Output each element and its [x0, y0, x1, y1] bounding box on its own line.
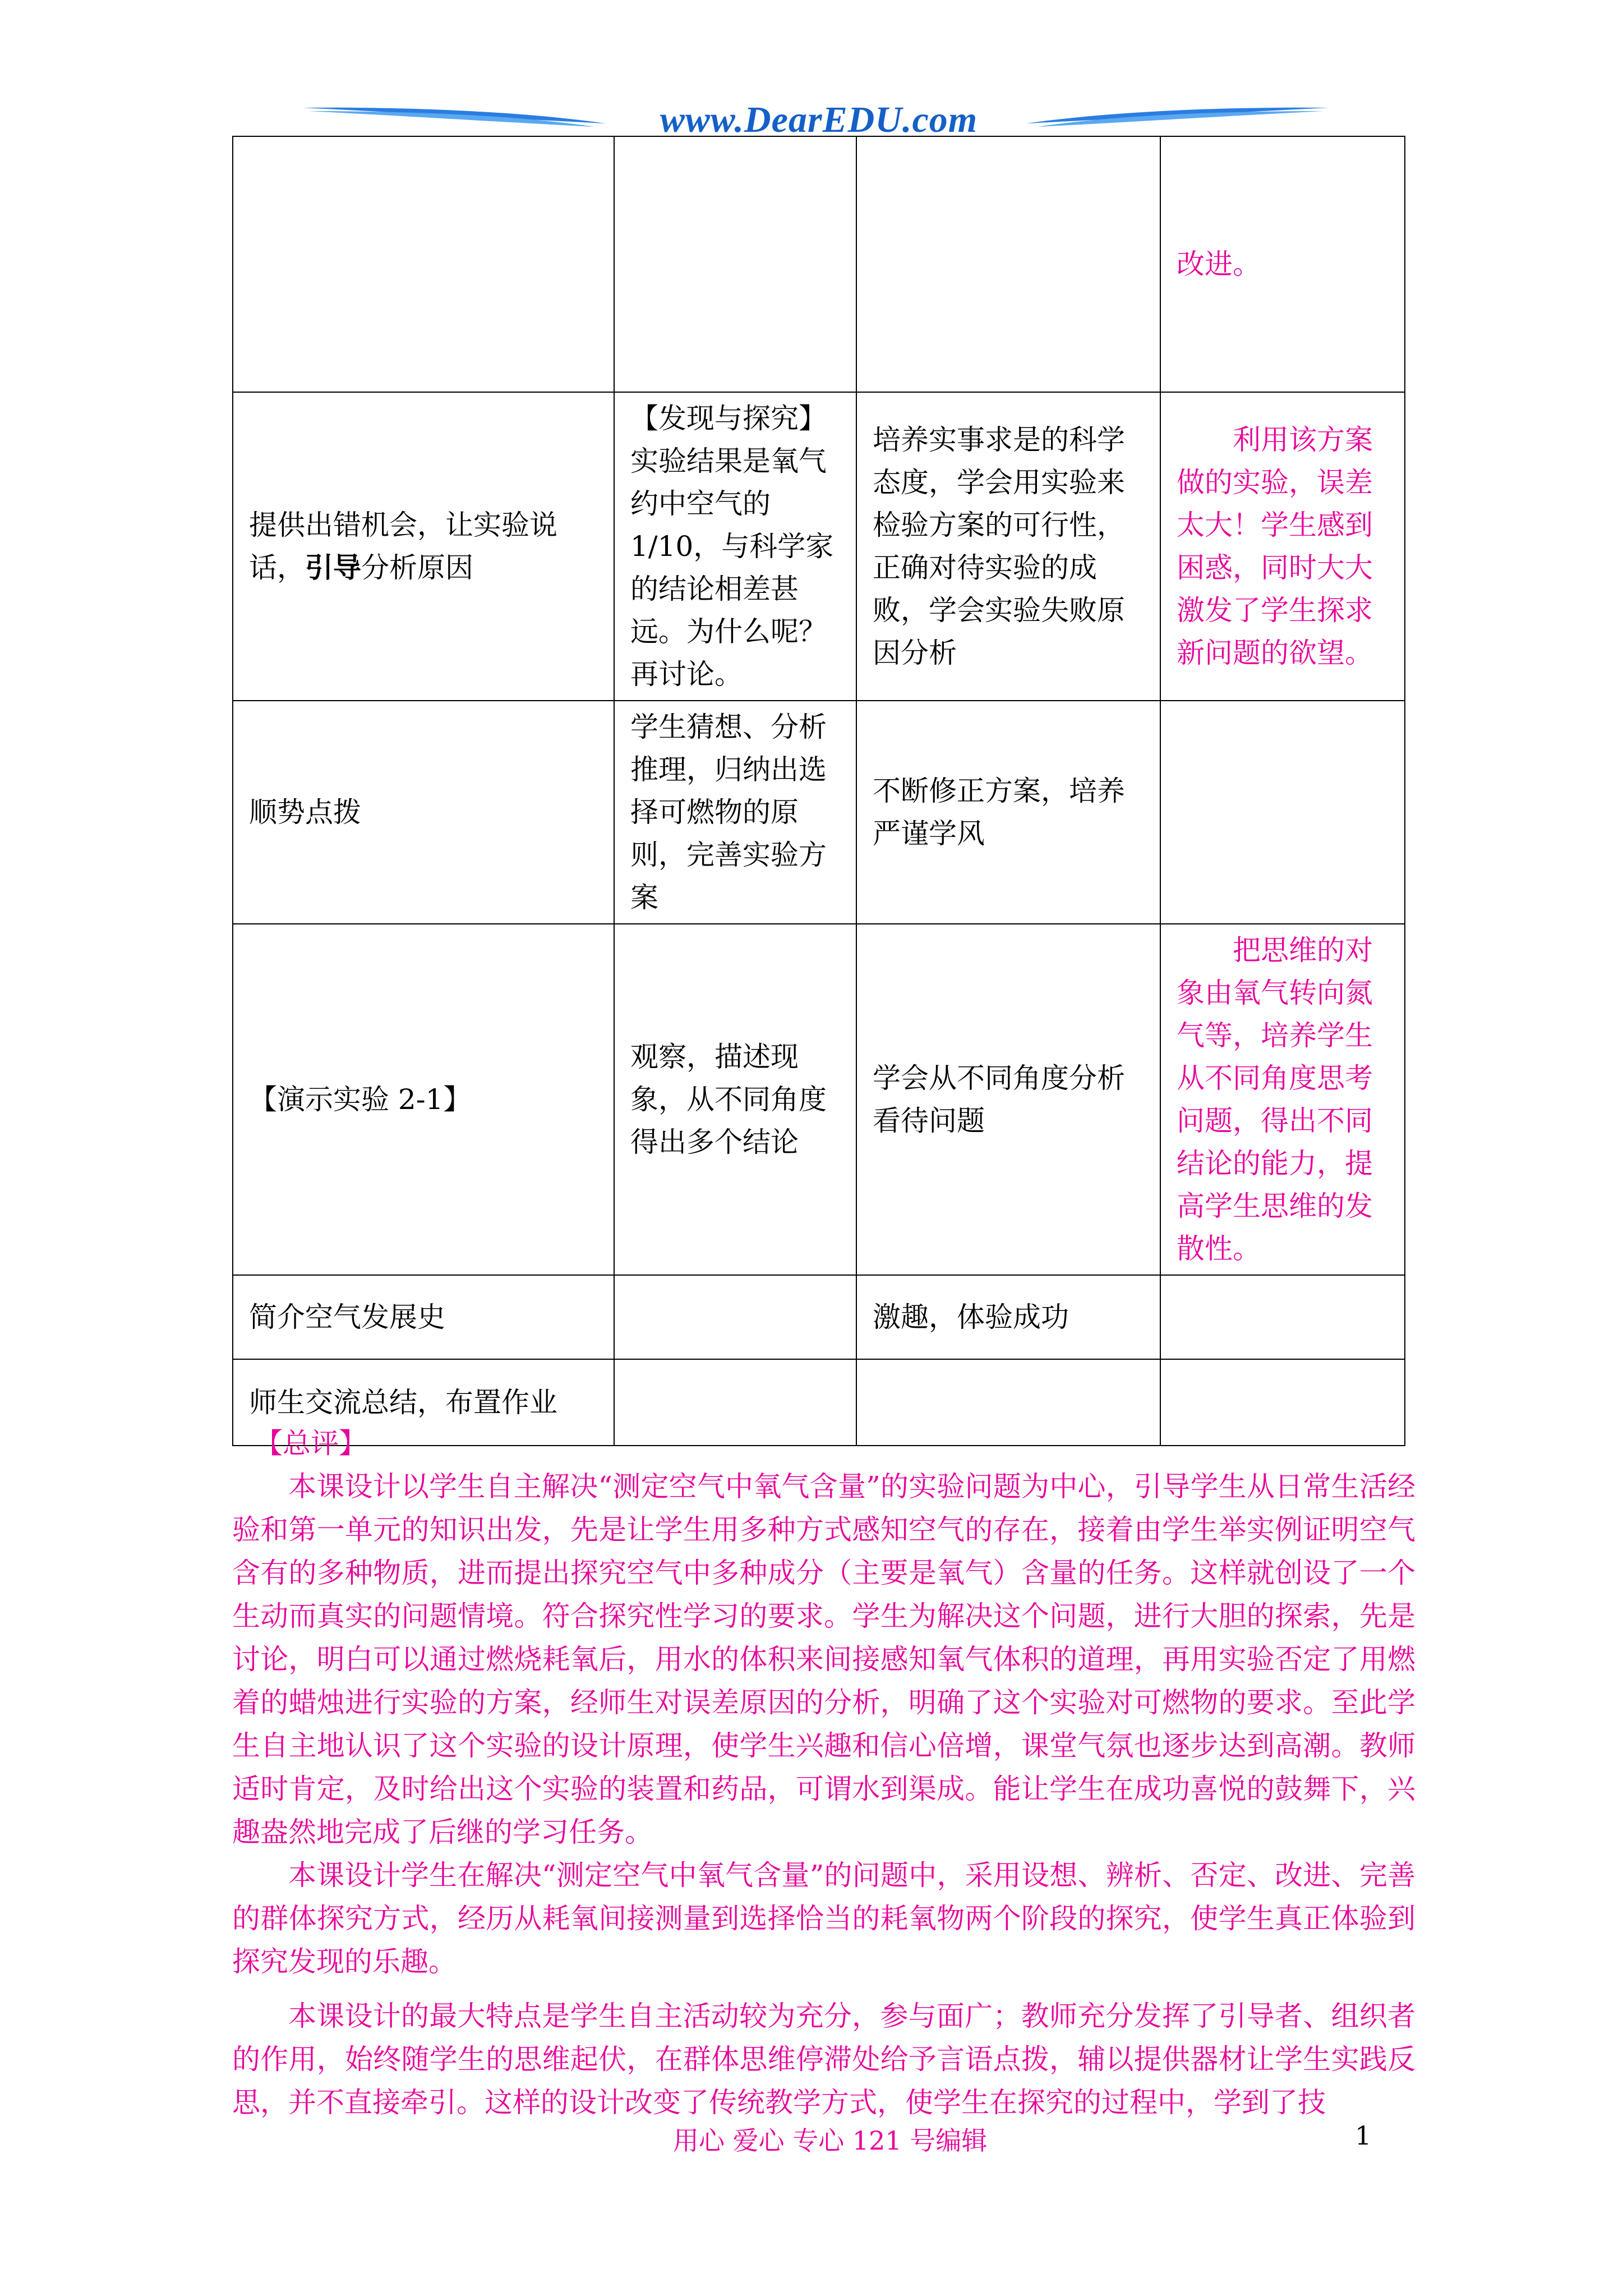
commentary-paragraph: 本课设计以学生自主解决“测定空气中氧气含量”的实验问题为中心，引导学生从日常生活经验和第一单元的知识出发，先是让学生用多种方式感知空气的存在，接着由学生举实例证明空气含有的多种物质，进而提出探究空气中多种成分（主要是氧气）含量的任务。这样就创设了一个生动而真实的问题情境。符合探究性学习的要求。学生为解决这个问题，进行大胆的探索，先是讨论，明白可以通过燃烧耗氧后，用水的体积来间接感知氧气体积的道理，再用实验否定了用燃着的蜡烛进行实验的方案，经师生对误差原因的分析，明确了这个实验对可燃物的要求。至此学生自主地认识了这个实验的设计原理，使学生兴趣和信心倍增，课堂气氛也逐步达到高潮。教师适时肯定，及时给出这个实验的装置和药品，可谓水到渠成。能让学生在成功喜悦的鼓舞下，兴趣盎然地完成了后继的学习任务。 — [232, 1470, 1415, 1848]
table-row — [233, 136, 1405, 392]
table-cell: 简介空气发展史 — [233, 1275, 614, 1359]
table-cell — [614, 1275, 856, 1359]
page-number: 1 — [1355, 2120, 1372, 2151]
commentary-section — [232, 1422, 1415, 2124]
table-cell: 把思维的对象由氧气转向氮气等，培养学生从不同角度思考问题，得出不同结论的能力，提高学生思维的发散性。 — [1160, 924, 1405, 1275]
table-cell: 【演示实验 2-1】 — [233, 924, 614, 1275]
commentary-paragraph: 本课设计学生在解决“测定空气中氧气含量”的问题中，采用设想、辨析、否定、改进、完善的群体探究方式，经历从耗氧间接测量到选择恰当的耗氧物两个阶段的探究，使学生真正体验到探究发现的乐趣。 — [232, 1859, 1415, 1978]
table-cell — [1160, 1275, 1405, 1359]
table-row — [233, 924, 1405, 1275]
table-row — [233, 392, 1405, 701]
table-cell: 观察，描述现象，从不同角度得出多个结论 — [614, 924, 856, 1275]
site-logo — [303, 101, 1329, 140]
lesson-plan-table — [232, 136, 1405, 1446]
table-cell: 激趣，体验成功 — [856, 1275, 1160, 1359]
teacher-activity-text: 提供出错机会，让实验说话， — [249, 509, 557, 584]
table-cell: 改进。 — [1160, 136, 1405, 392]
table-cell — [233, 136, 614, 392]
commentary-heading: 【总评】 — [255, 1427, 367, 1460]
logo-text: www.DearEDU.com — [660, 99, 978, 140]
table-row — [233, 701, 1405, 924]
table-cell: 培养实事求是的科学态度，学会用实验来检验方案的可行性，正确对待实验的成败，学会实验失败原因分析 — [856, 392, 1160, 701]
table-cell — [1160, 701, 1405, 924]
table-cell: 师生交流总结，布置作业 — [233, 1359, 614, 1446]
commentary-paragraph: 本课设计的最大特点是学生自主活动较为充分，参与面广；教师充分发挥了引导者、组织者的作用，始终随学生的思维起伏，在群体思维停滞处给予言语点拨，辅以提供器材让学生实践反思，并不直接牵引。这样的设计改变了传统教学方式，使学生在探究的过程中，学到了技 — [232, 2000, 1415, 2119]
table-cell: 利用该方案做的实验，误差太大！学生感到困惑，同时大大激发了学生探求新问题的欲望。 — [1160, 392, 1405, 701]
table-cell: 学会从不同角度分析看待问题 — [856, 924, 1160, 1275]
teacher-activity-text: 分析原因 — [361, 551, 473, 584]
table-cell: 顺势点拨 — [233, 701, 614, 924]
table-cell — [233, 392, 614, 701]
footer-text: 用心 爱心 专心 121 号编辑 — [673, 2125, 988, 2156]
table-cell — [614, 136, 856, 392]
table-cell: 不断修正方案，培养严谨学风 — [856, 701, 1160, 924]
bold-keyword: 引导 — [305, 551, 361, 584]
table-cell — [856, 136, 1160, 392]
table-cell: 【发现与探究】实验结果是氧气约中空气的1/10，与科学家的结论相差甚远。为什么呢？再讨论。 — [614, 392, 856, 701]
table-row — [233, 1275, 1405, 1359]
table-cell: 学生猜想、分析推理，归纳出选择可燃物的原则，完善实验方案 — [614, 701, 856, 924]
